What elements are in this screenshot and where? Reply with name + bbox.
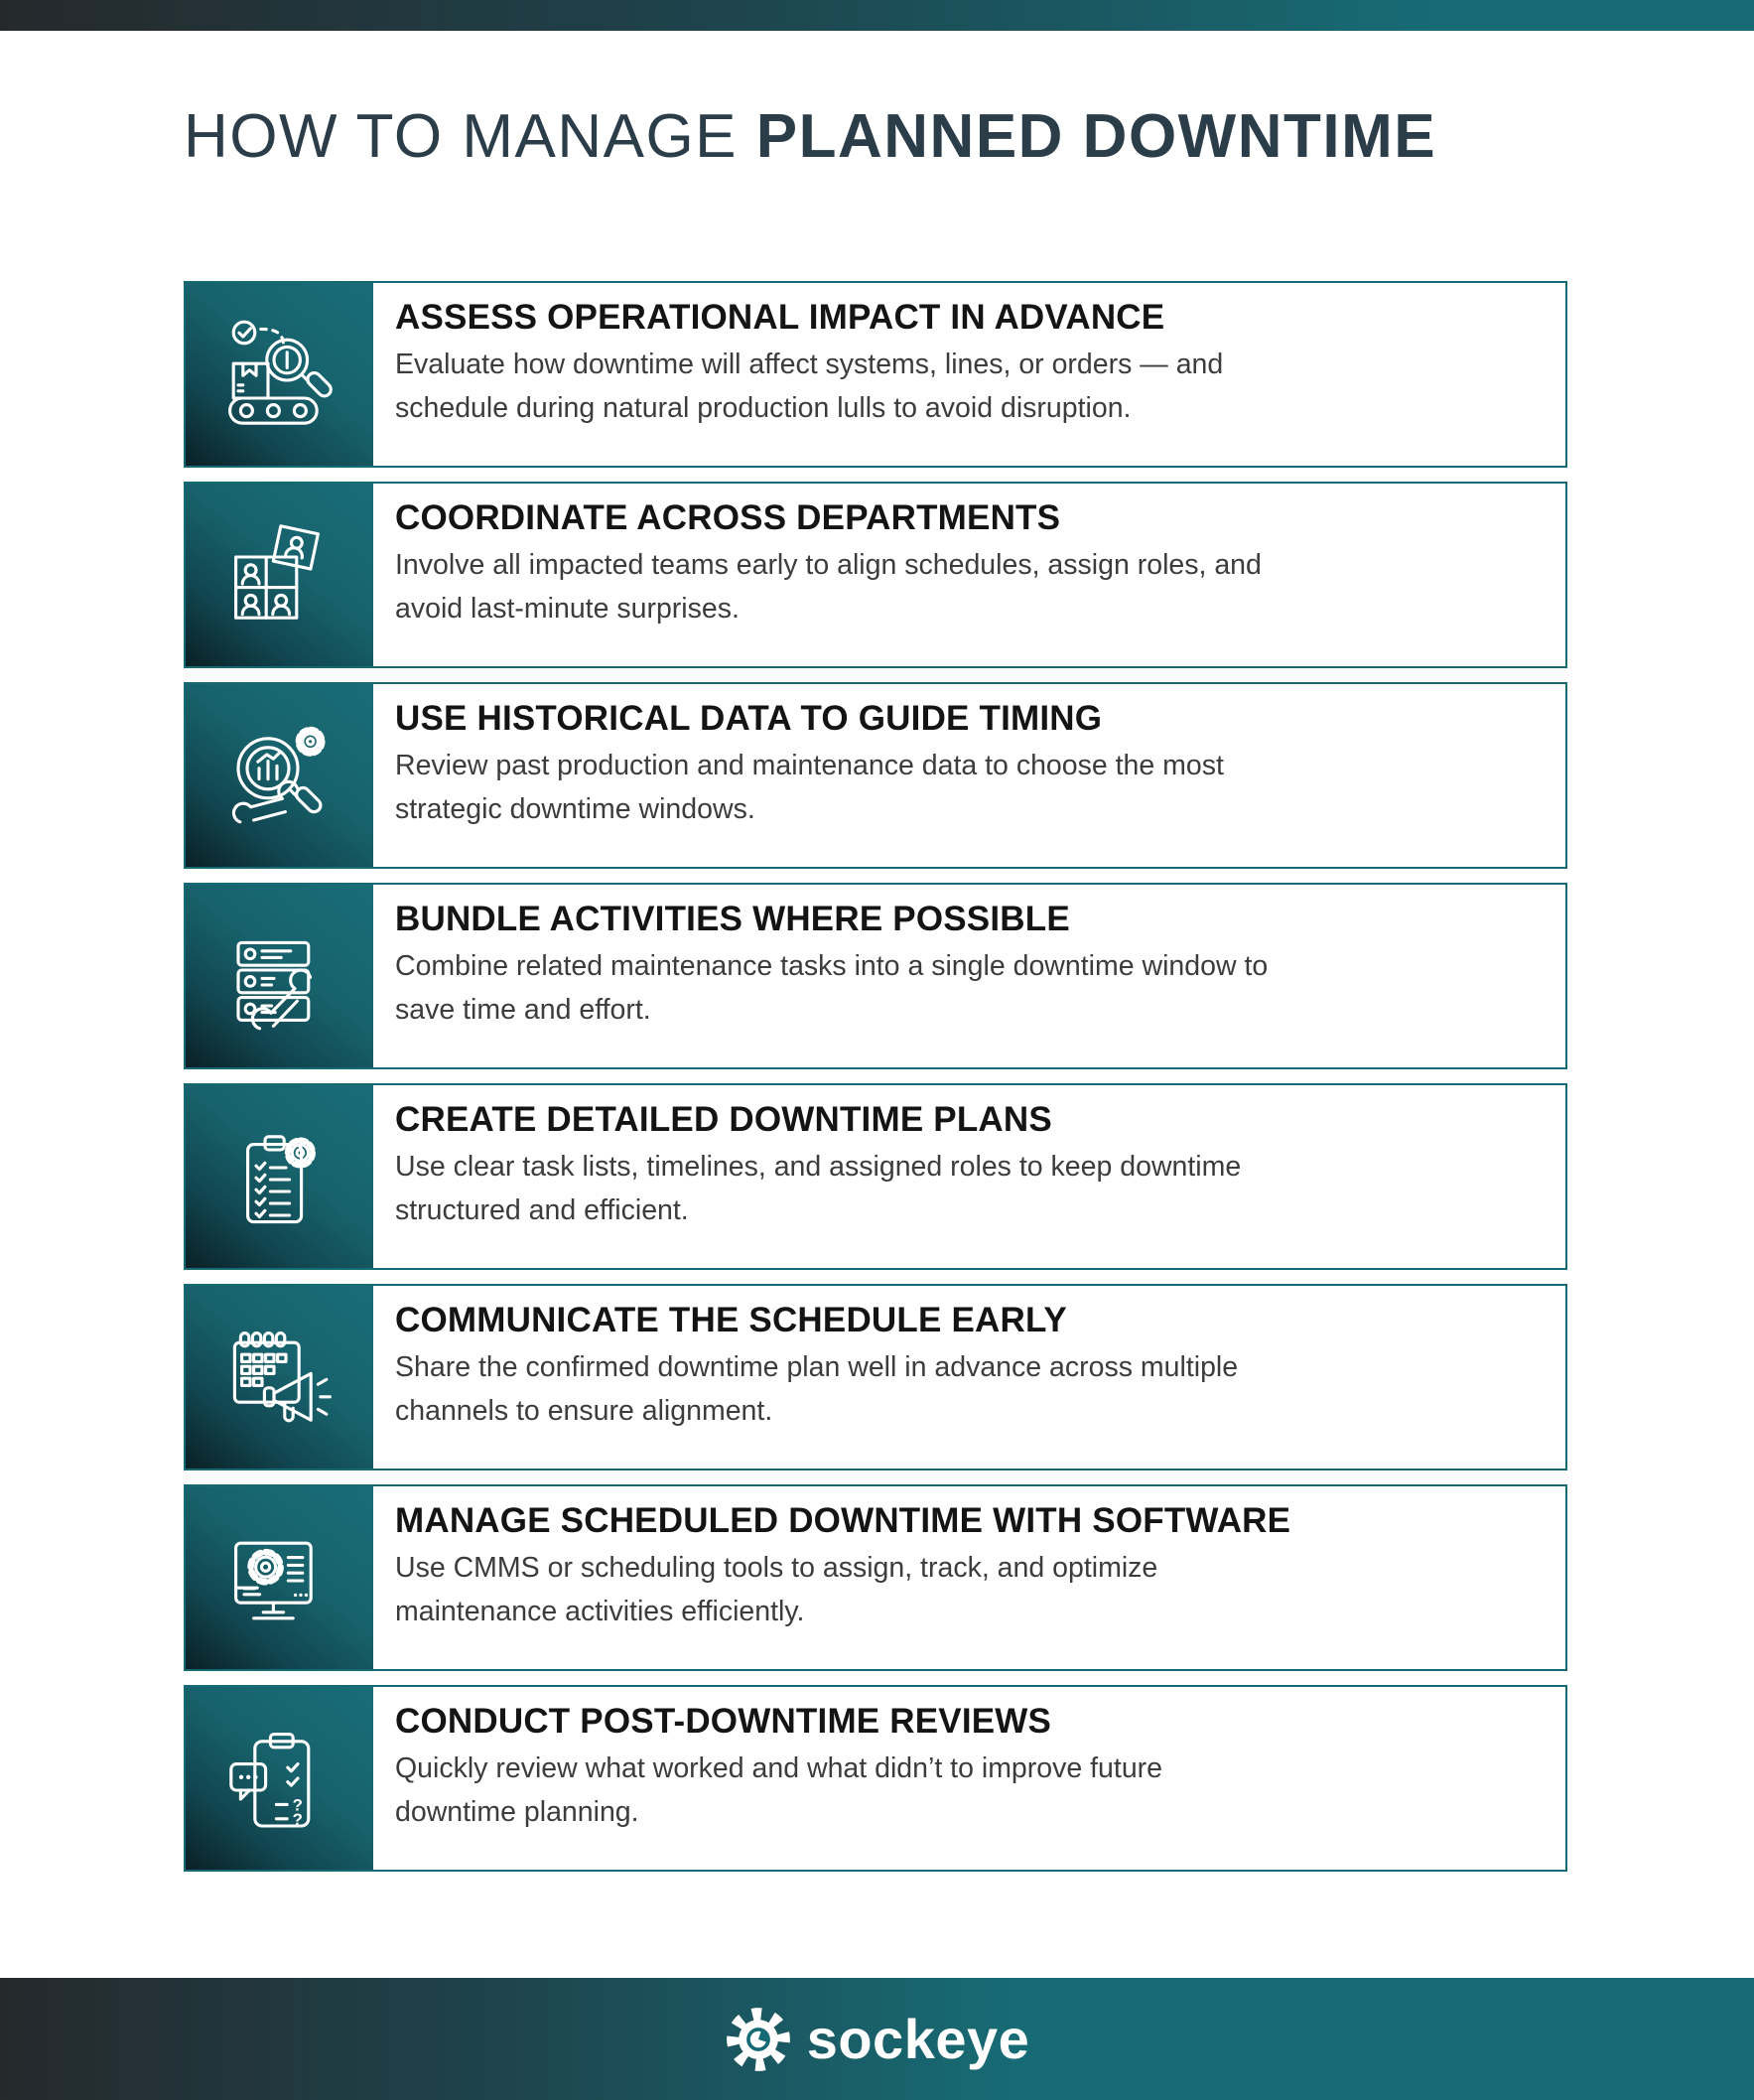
- step-body: [395, 1145, 1540, 1232]
- step-row-post-reviews: [184, 1685, 1567, 1872]
- step-row-detailed-plans: [184, 1083, 1567, 1270]
- step-body-line: schedule during natural production lulls to avoid disruption.: [395, 392, 1132, 424]
- step-heading: COMMUNICATE THE SCHEDULE EARLY: [395, 1301, 1067, 1339]
- step-body-line: avoid last-minute surprises.: [395, 593, 740, 625]
- step-body-line: save time and effort.: [395, 994, 651, 1026]
- step-heading: ASSESS OPERATIONAL IMPACT IN ADVANCE: [395, 298, 1165, 337]
- icon-tile: [186, 1486, 373, 1669]
- step-row-assess-impact: [184, 281, 1567, 468]
- footer-band: [0, 1978, 1754, 2100]
- step-body: [395, 744, 1540, 831]
- page-title-bold: PLANNED DOWNTIME: [755, 102, 1437, 171]
- page-title-regular: HOW TO MANAGE: [184, 102, 739, 171]
- step-body-line: Evaluate how downtime will affect systems, lines, or orders — and: [395, 349, 1224, 380]
- step-row-coordinate: [184, 482, 1567, 668]
- step-body-line: Use clear task lists, timelines, and assigned roles to keep downtime: [395, 1151, 1242, 1183]
- step-body-line: strategic downtime windows.: [395, 793, 755, 825]
- icon-tile: [186, 484, 373, 666]
- icon-tile: [186, 1085, 373, 1268]
- icon-tile: [186, 283, 373, 466]
- gear-eye-icon: [725, 2006, 792, 2073]
- data-magnifier-icon: [220, 716, 339, 835]
- svg-text:?: ?: [292, 1795, 303, 1815]
- step-body-line: Combine related maintenance tasks into a single downtime window to: [395, 950, 1269, 982]
- review-clipboard-icon: [220, 1719, 339, 1838]
- step-heading: COORDINATE ACROSS DEPARTMENTS: [395, 498, 1061, 537]
- page-title: [184, 101, 1436, 172]
- step-body-line: Use CMMS or scheduling tools to assign, track, and optimize: [395, 1552, 1158, 1584]
- step-heading: CREATE DETAILED DOWNTIME PLANS: [395, 1100, 1052, 1139]
- step-body-line: channels to ensure alignment.: [395, 1395, 773, 1427]
- icon-tile: [186, 885, 373, 1067]
- icon-tile: [186, 1687, 373, 1870]
- header-accent-bar: [0, 0, 1754, 31]
- step-body: [395, 944, 1540, 1032]
- icon-tile: [186, 1286, 373, 1469]
- svg-text:?: ?: [292, 1809, 303, 1829]
- step-row-bundle-activities: [184, 883, 1567, 1069]
- step-content: [373, 283, 1565, 466]
- step-heading: MANAGE SCHEDULED DOWNTIME WITH SOFTWARE: [395, 1501, 1291, 1540]
- step-body: [395, 543, 1540, 630]
- step-body: [395, 1345, 1540, 1433]
- step-heading: BUNDLE ACTIVITIES WHERE POSSIBLE: [395, 900, 1070, 938]
- step-content: [373, 484, 1565, 666]
- step-heading: USE HISTORICAL DATA TO GUIDE TIMING: [395, 699, 1103, 738]
- step-body: [395, 343, 1540, 430]
- step-content: [373, 885, 1565, 1067]
- step-body-line: downtime planning.: [395, 1796, 639, 1828]
- step-body: [395, 1747, 1540, 1834]
- calendar-megaphone-icon: [220, 1318, 339, 1437]
- step-content: [373, 1286, 1565, 1469]
- steps-list: [184, 281, 1567, 1872]
- step-body-line: maintenance activities efficiently.: [395, 1596, 805, 1627]
- step-content: [373, 1085, 1565, 1268]
- icon-tile: [186, 684, 373, 867]
- cmms-software-icon: [220, 1518, 339, 1637]
- step-row-historical-data: [184, 682, 1567, 869]
- checklist-gear-icon: [220, 1117, 339, 1236]
- team-puzzle-icon: [220, 515, 339, 634]
- conveyor-inspection-icon: [220, 315, 339, 434]
- step-body-line: Quickly review what worked and what didn’t to improve future: [395, 1752, 1163, 1784]
- step-row-communicate-schedule: [184, 1284, 1567, 1470]
- task-bundle-wrench-icon: [220, 916, 339, 1036]
- step-body-line: Share the confirmed downtime plan well in advance across multiple: [395, 1351, 1239, 1383]
- step-body: [395, 1546, 1540, 1633]
- step-heading: CONDUCT POST-DOWNTIME REVIEWS: [395, 1702, 1052, 1741]
- brand-wordmark: sockeye: [806, 2008, 1030, 2070]
- step-body-line: Review past production and maintenance data to choose the most: [395, 750, 1224, 781]
- step-row-downtime-software: [184, 1484, 1567, 1671]
- step-body-line: Involve all impacted teams early to align schedules, assign roles, and: [395, 549, 1262, 581]
- step-content: [373, 1486, 1565, 1669]
- step-content: [373, 1687, 1565, 1870]
- step-content: [373, 684, 1565, 867]
- step-body-line: structured and efficient.: [395, 1194, 689, 1226]
